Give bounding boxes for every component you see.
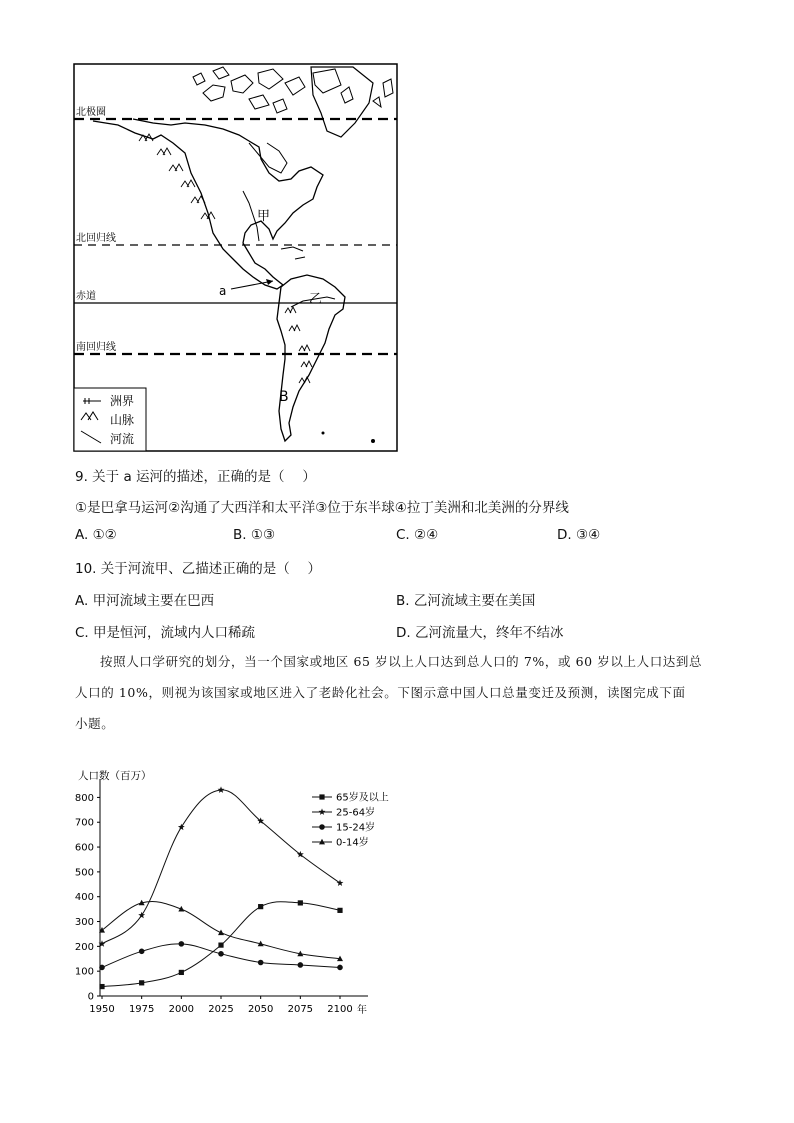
- x-tick-label: 1975: [128, 1004, 155, 1015]
- data-point-circle: [337, 965, 343, 971]
- x-tick-label: 1950: [89, 1004, 115, 1015]
- intro-line-1: 按照人口学研究的划分，当一个国家或地区 65 岁以上人口达到总人口的 7%，或 60 岁以上人口达到总: [100, 654, 703, 669]
- q9-option-c: C. ②④: [396, 527, 439, 543]
- data-point-circle: [99, 965, 105, 971]
- chart-axes: [75, 779, 368, 1015]
- data-point-triangle: [218, 930, 224, 936]
- q9-statements: ①是巴拿马运河②沟通了大西洋和太平洋③位于东半球④拉丁美洲和北美洲的分界线: [75, 500, 569, 516]
- data-point-circle: [258, 960, 264, 966]
- data-point-star: [218, 786, 225, 793]
- chart-series: [99, 786, 344, 989]
- label-tropic-capricorn: 南回归线: [76, 342, 116, 353]
- population-chart-svg: [60, 765, 400, 1020]
- y-tick-label: 700: [74, 817, 94, 829]
- q9-option-d: D. ③④: [557, 527, 601, 543]
- q10-option-a: A. 甲河流域主要在巴西: [75, 593, 215, 609]
- legend-label-boundary: 洲界: [110, 394, 135, 408]
- data-point-circle: [298, 962, 304, 968]
- legend-label: 65岁及以上: [336, 792, 389, 804]
- data-point-square: [179, 970, 184, 975]
- label-point-b: B: [279, 389, 289, 405]
- data-point-square: [139, 980, 144, 985]
- data-point-circle: [139, 949, 145, 955]
- data-point-square: [298, 900, 303, 905]
- label-tropic-cancer: 北回归线: [76, 233, 116, 244]
- legend-label: 25-64岁: [336, 807, 376, 819]
- data-point-circle: [179, 941, 185, 947]
- y-tick-label: 200: [74, 941, 94, 953]
- y-tick-label: 600: [74, 842, 94, 854]
- y-tick-label: 500: [74, 867, 94, 879]
- q10-option-b: B. 乙河流域主要在美国: [396, 593, 536, 609]
- legend-item: [312, 836, 369, 849]
- x-tick-label: 2100: [327, 1004, 353, 1015]
- label-arctic-circle: 北极圈: [76, 107, 106, 118]
- y-tick-label: 400: [74, 892, 94, 904]
- data-point-square: [337, 908, 342, 913]
- legend-item: [312, 791, 389, 804]
- q9-option-b: B. ①③: [233, 527, 276, 543]
- data-point-square: [218, 943, 223, 948]
- legend-marker-square: [319, 794, 324, 799]
- legend-marker-circle: [319, 824, 325, 830]
- y-tick-label: 100: [74, 966, 94, 978]
- data-point-square: [258, 904, 263, 909]
- label-equator: 赤道: [76, 291, 96, 302]
- legend-label-river: 河流: [110, 432, 135, 446]
- q10-option-d: D. 乙河流量大，终年不结冰: [396, 625, 564, 641]
- legend-label: 0-14岁: [336, 837, 369, 849]
- data-point-star: [138, 912, 145, 919]
- legend-item: [312, 821, 375, 834]
- map-svg: [73, 63, 398, 452]
- series-square: [99, 900, 342, 989]
- x-tick-label: 2000: [168, 1004, 195, 1015]
- label-canal-a: a: [219, 284, 227, 298]
- map-legend: [74, 388, 146, 451]
- data-point-square: [99, 984, 104, 989]
- data-point-star: [178, 824, 185, 831]
- q9-stem: 9. 关于 a 运河的描述，正确的是（ ）: [75, 469, 316, 485]
- y-tick-label: 0: [87, 991, 94, 1003]
- x-tick-label: 2075: [287, 1004, 314, 1015]
- data-point-circle: [218, 951, 224, 957]
- legend-label: 15-24岁: [336, 822, 376, 834]
- intro-line-2: 人口的 10%，则视为该国家或地区进入了老龄化社会。下图示意中国人口总量变迁及预测，读图完成下面: [75, 685, 686, 700]
- label-river-yi: 乙: [309, 292, 323, 307]
- chart-legend: [312, 791, 389, 849]
- legend-marker-star: [319, 808, 326, 815]
- legend-label-mountain: 山脉: [110, 413, 135, 427]
- data-point-star: [337, 879, 344, 886]
- x-tick-label: 2025: [208, 1004, 234, 1015]
- q10-stem: 10. 关于河流甲、乙描述正确的是（ ）: [75, 561, 322, 577]
- x-tick-label: 2050: [247, 1004, 274, 1015]
- series-line: [102, 790, 340, 944]
- q10-option-c: C. 甲是恒河，流域内人口稀疏: [75, 625, 256, 641]
- label-river-jia: 甲: [257, 209, 271, 224]
- chart-xlabel: 年: [357, 1005, 367, 1016]
- chart-ylabel: 人口数（百万）: [78, 770, 152, 782]
- intro-line-3: 小题。: [75, 716, 115, 731]
- y-tick-label: 800: [74, 792, 94, 804]
- series-star: [99, 786, 344, 946]
- q9-option-a: A. ①②: [75, 527, 117, 543]
- americas-map: [73, 63, 398, 452]
- y-tick-label: 300: [74, 917, 94, 929]
- legend-item: [312, 806, 375, 819]
- population-chart: [60, 765, 400, 1020]
